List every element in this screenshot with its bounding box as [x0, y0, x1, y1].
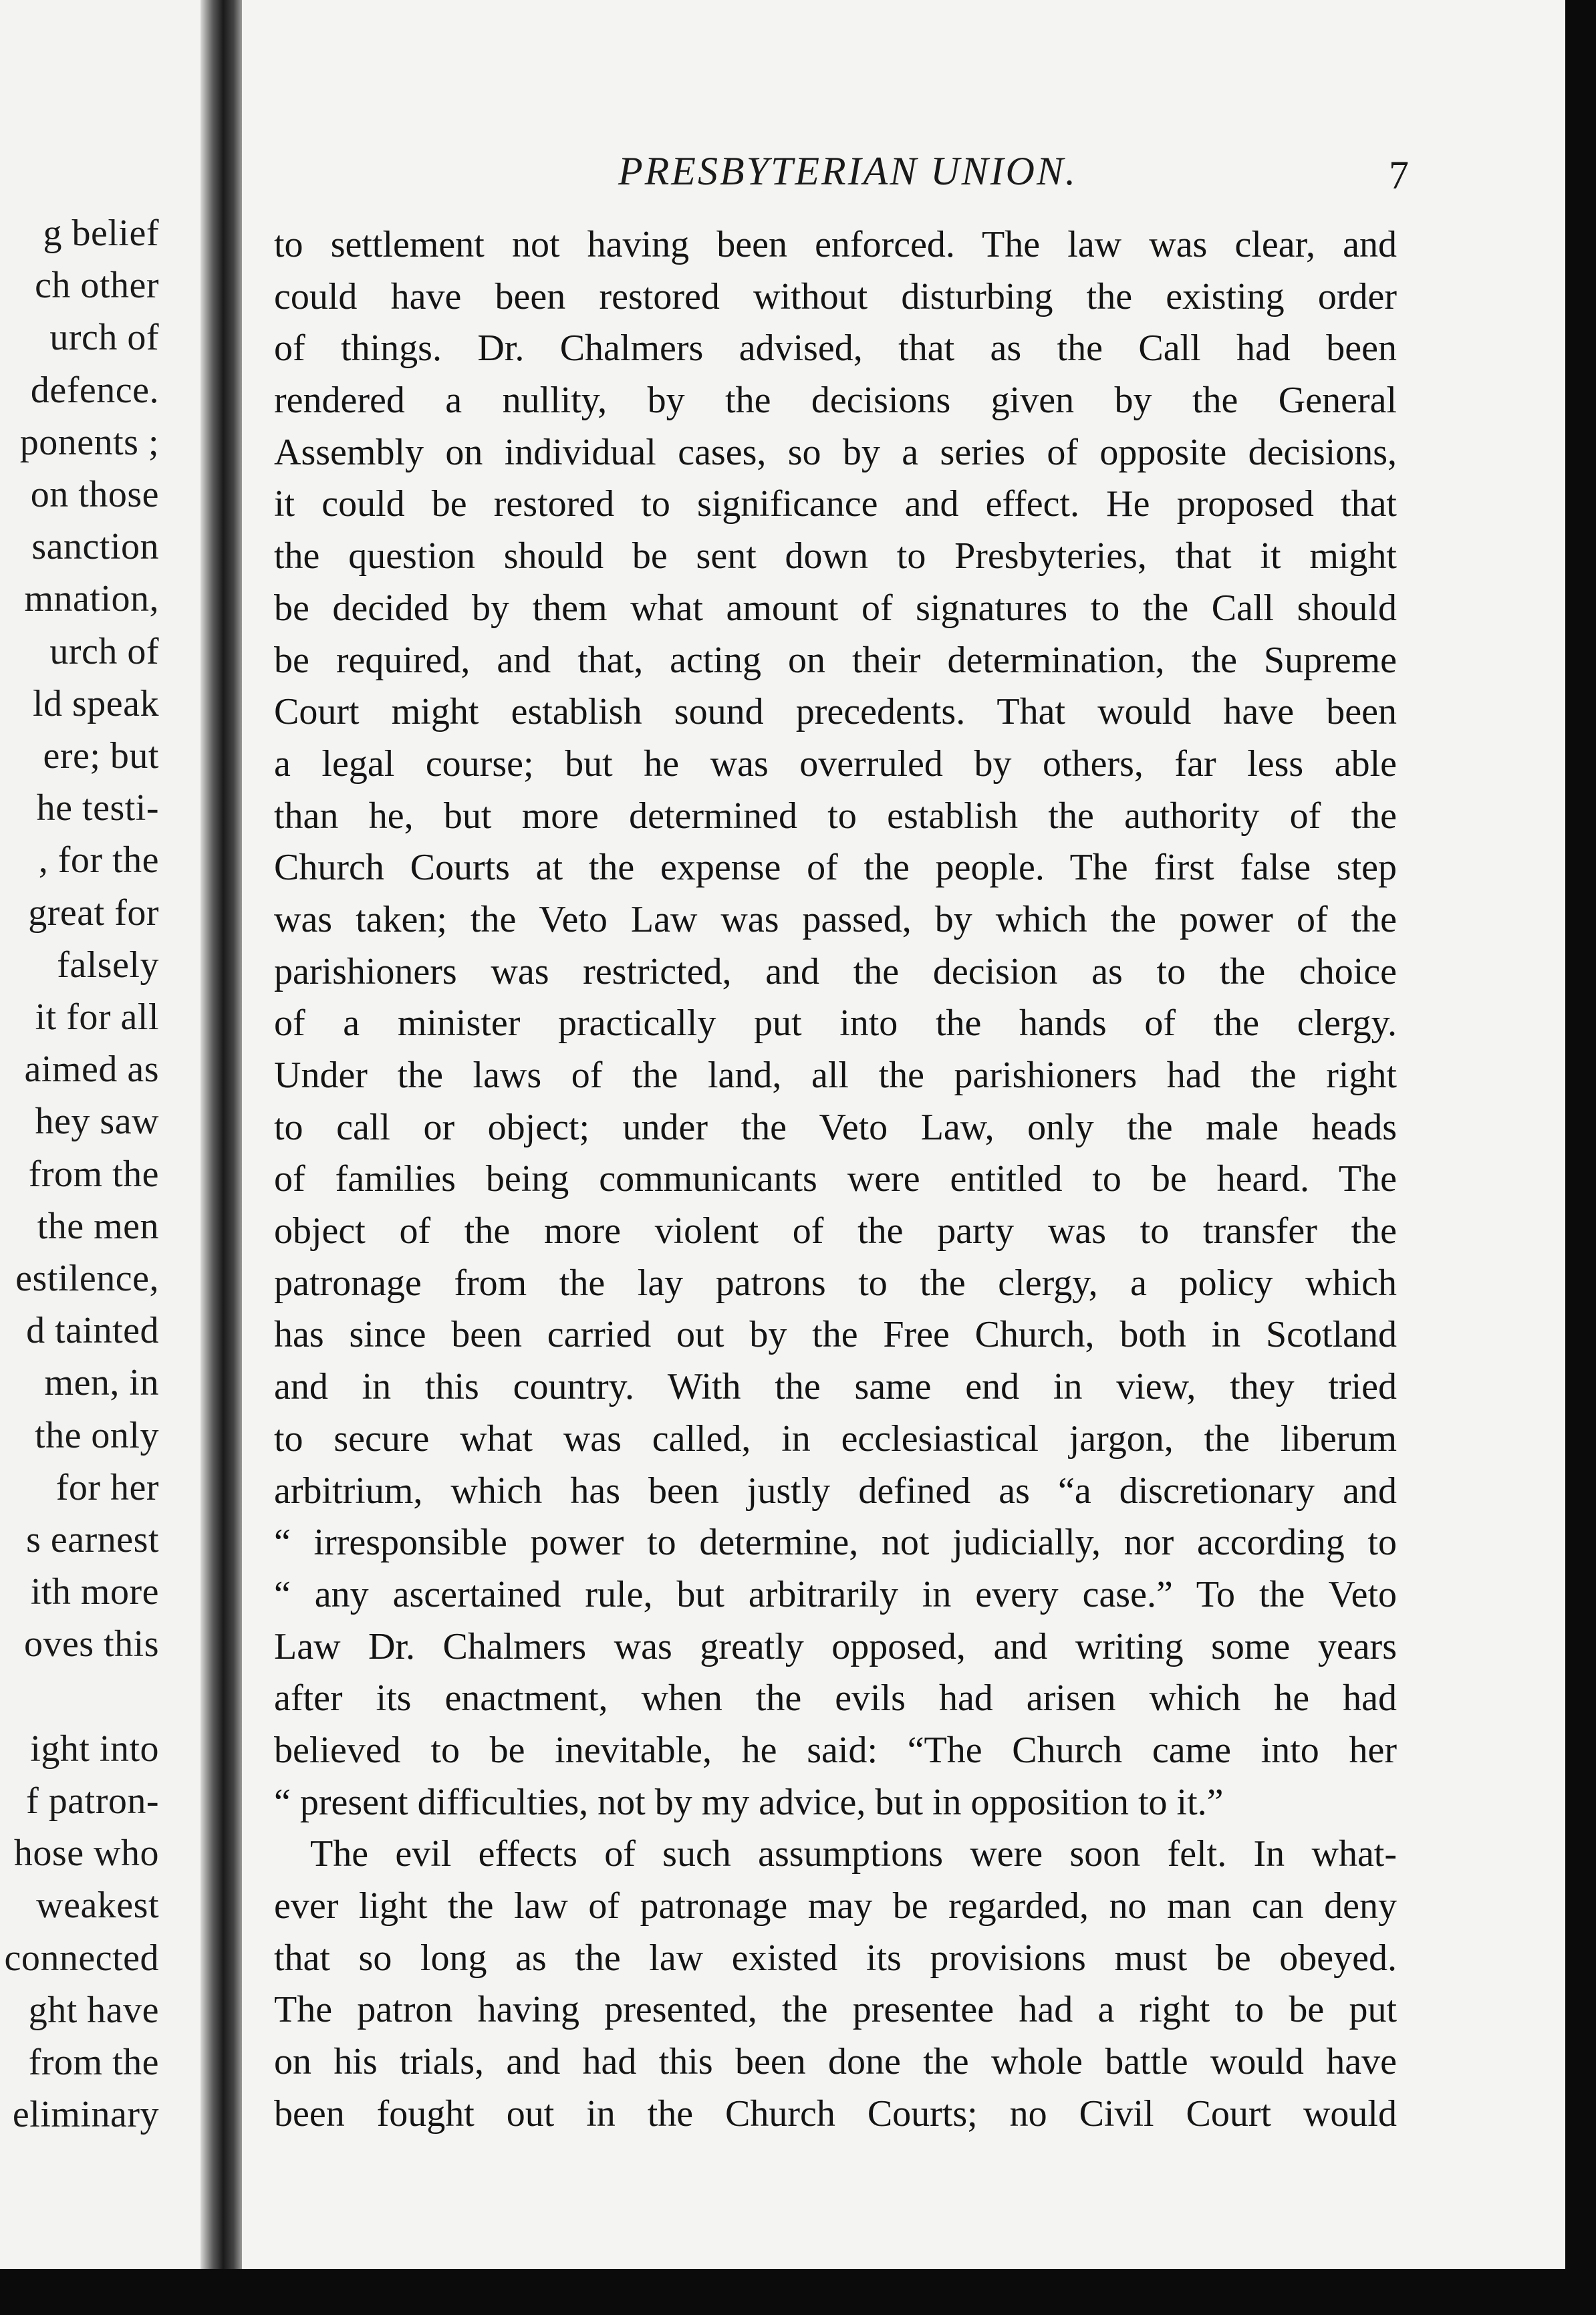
text-line: could have been restored without disturbing the existing order [274, 275, 1397, 317]
running-title: PRESBYTERIAN UNION. [618, 149, 1077, 193]
left-page-line: g belief [43, 213, 159, 254]
text-line: ever light the law of patronage may be regarded, no man can deny [274, 1885, 1397, 1927]
scan-bottom-border [0, 2269, 1596, 2315]
text-line: Court might establish sound precedents. That would have been [274, 691, 1397, 733]
left-page-line: falsely [57, 944, 159, 986]
text-line: object of the more violent of the party was to transfer the [274, 1210, 1397, 1252]
page-header [242, 148, 1565, 202]
left-page-line: hey saw [35, 1101, 159, 1143]
left-page-line: eliminary [12, 2094, 159, 2136]
left-page-line: sanction [31, 526, 159, 568]
left-facing-page [0, 0, 201, 2315]
left-page-line: s earnest [26, 1519, 159, 1561]
left-page-line: urch of [49, 630, 159, 672]
scan-right-border [1565, 0, 1596, 2315]
left-page-line: hose who [13, 1832, 159, 1875]
left-page-line: estilence, [15, 1258, 159, 1300]
text-line: Under the laws of the land, all the parishioners had the right [274, 1055, 1397, 1096]
text-line: a legal course; but he was overruled by others, far less able [274, 742, 1397, 785]
left-page-line: on those [30, 474, 159, 516]
text-line: to call or object; under the Veto Law, only the male heads [274, 1106, 1397, 1148]
left-page-line: defence. [30, 369, 159, 411]
text-line: Assembly on individual cases, so by a series of opposite decisions, [274, 431, 1397, 473]
text-line: “ present difficulties, not by my advice, but in opposition to it.” [274, 1781, 1224, 1823]
text-line: The evil effects of such assumptions were soon felt. In what- [310, 1833, 1397, 1875]
left-page-text [5, 207, 159, 2141]
text-line: Church Courts at the expense of the people. The first false step [274, 847, 1397, 889]
left-page-line: weakest [36, 1885, 159, 1927]
text-line: been fought out in the Church Courts; no Civil Court would [274, 2092, 1397, 2135]
text-line: Law Dr. Chalmers was greatly opposed, and writing some years [274, 1625, 1397, 1667]
text-line: of a minister practically put into the hands of the clergy. [274, 1002, 1397, 1045]
text-line: on his trials, and had this been done the whole battle would have [274, 2041, 1397, 2083]
text-line: of things. Dr. Chalmers advised, that as the Call had been [274, 327, 1397, 370]
left-page-line: , for the [38, 839, 159, 881]
text-line: the question should be sent down to Presbyteries, that it might [274, 535, 1397, 577]
left-page-line: f patron- [26, 1780, 159, 1822]
left-page-line: oves this [23, 1623, 159, 1665]
text-line: after its enactment, when the evils had arisen which he had [274, 1677, 1397, 1720]
left-page-line: ch other [35, 265, 159, 307]
text-line: patronage from the lay patrons to the clergy, a policy which [274, 1262, 1397, 1304]
left-page-line: from the [28, 2041, 159, 2083]
left-page-line: ld speak [32, 682, 159, 724]
left-page-line: connected [4, 1937, 159, 1979]
text-line: to settlement not having been enforced. The law was clear, and [274, 224, 1397, 265]
page-number: 7 [1389, 153, 1409, 197]
text-line: rendered a nullity, by the decisions given by the General [274, 380, 1397, 422]
left-page-paragraph-gap [5, 1671, 159, 1723]
text-line: and in this country. With the same end in view, they tried [274, 1366, 1397, 1408]
text-line: “ any ascertained rule, but arbitrarily in every case.” To the Veto [274, 1573, 1397, 1615]
left-page-line: aimed as [24, 1049, 159, 1091]
left-page-line: mnation, [24, 578, 159, 620]
text-line: it could be restored to significance and effect. He proposed that [274, 483, 1397, 525]
text-line: be required, and that, acting on their determination, the Supreme [274, 639, 1397, 681]
left-page-line: for her [55, 1466, 159, 1508]
left-page-line: it for all [35, 996, 159, 1039]
text-line: was taken; the Veto Law was passed, by which the power of the [274, 898, 1397, 940]
page-body [274, 219, 1397, 2140]
text-line: be decided by them what amount of signatures to the Call should [274, 587, 1397, 629]
text-line: of families being communicants were entitled to be heard. The [274, 1158, 1397, 1200]
left-page-line: he testi- [36, 787, 159, 829]
left-page-line: from the [28, 1153, 159, 1195]
text-line: believed to be inevitable, he said: “The Church came into her [274, 1729, 1397, 1771]
left-page-line: ght have [28, 1989, 159, 2031]
left-page-line: ponents ; [19, 421, 159, 463]
left-page-line: great for [28, 892, 159, 934]
left-page-line: the men [37, 1205, 159, 1247]
left-page-line: urch of [49, 317, 159, 359]
left-page-line: ight into [30, 1728, 159, 1770]
text-line: to secure what was called, in ecclesiastical jargon, the liberum [274, 1417, 1397, 1460]
left-page-line: men, in [44, 1362, 159, 1404]
text-line: than he, but more determined to establish the authority of the [274, 795, 1397, 837]
left-page-line: the only [35, 1414, 159, 1456]
text-line: has since been carried out by the Free Church, both in Scotland [274, 1314, 1397, 1356]
book-gutter [201, 0, 242, 2315]
book-page [242, 0, 1565, 2269]
left-page-line: ere; but [43, 735, 159, 777]
text-line: “ irresponsible power to determine, not judicially, nor according to [274, 1522, 1397, 1564]
text-line: parishioners was restricted, and the decision as to the choice [274, 950, 1397, 992]
left-page-line: ith more [30, 1571, 159, 1613]
text-line: arbitrium, which has been justly defined as “a discretionary and [274, 1470, 1397, 1512]
left-page-line: d tainted [26, 1310, 159, 1352]
text-line: that so long as the law existed its provisions must be obeyed. [274, 1937, 1397, 1979]
text-line: The patron having presented, the presentee had a right to be put [274, 1989, 1397, 2031]
